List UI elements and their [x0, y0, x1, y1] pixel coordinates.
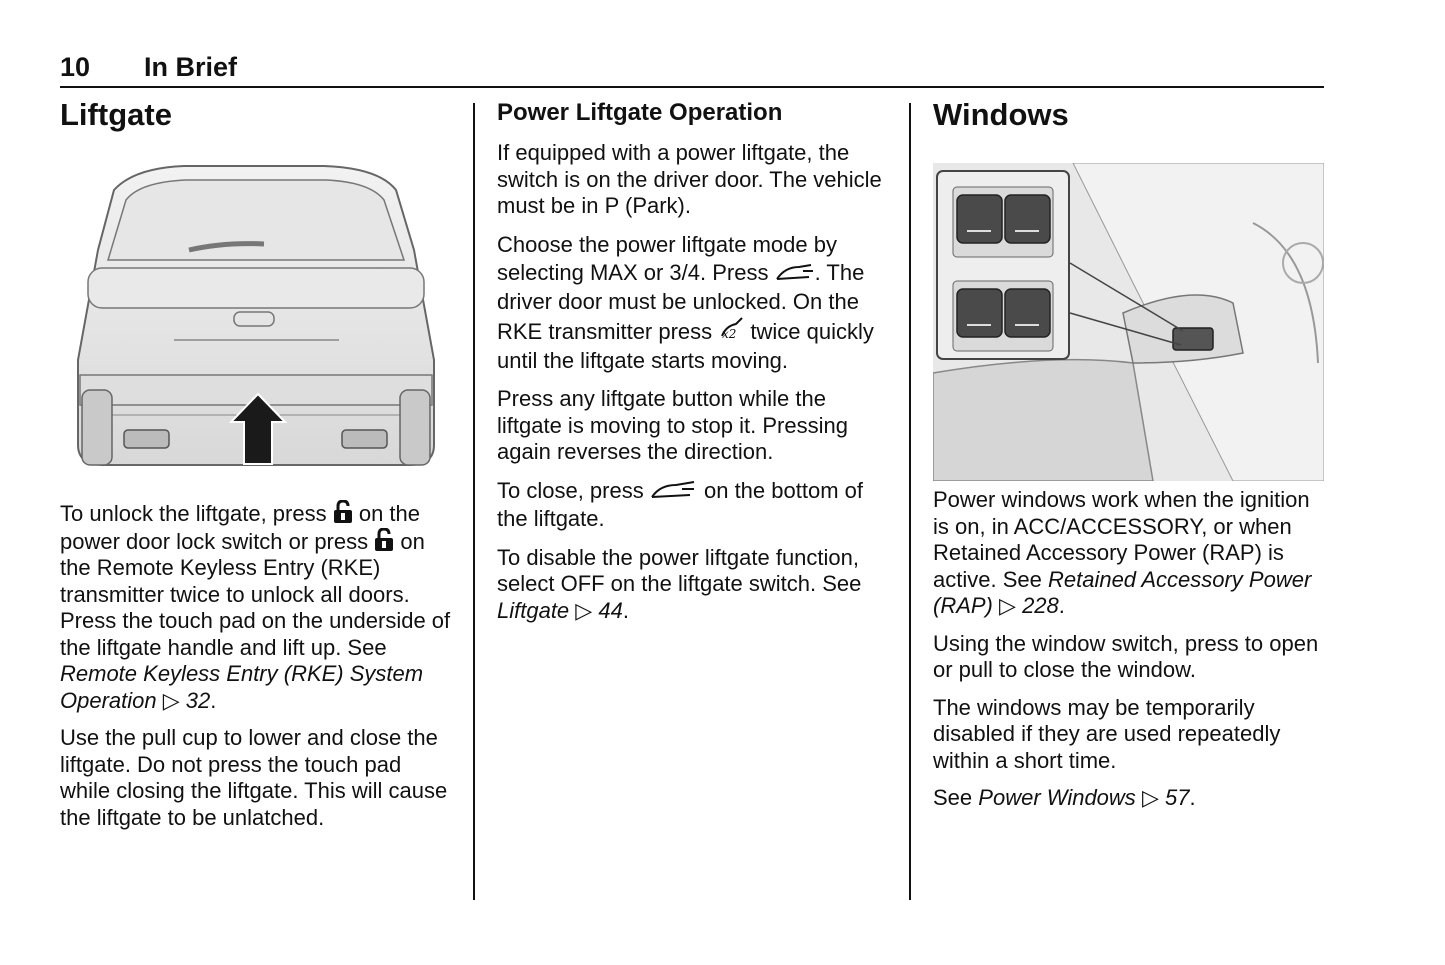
- liftgate-paragraph-1: To unlock the liftgate, press on the power door lock switch or press on the Remote Keyless Entry (RKE) transmitter twice to unlock all doors. Press the touch pad on the underside of the liftgate handle and lift up. See Remote Keyless Entry (RKE) System Operation ▷ 32.: [60, 501, 451, 713]
- unlock-icon: [333, 500, 353, 524]
- svg-text:x2: x2: [722, 327, 737, 342]
- power-liftgate-column: [497, 100, 892, 635]
- ref-page-228[interactable]: 228: [1022, 593, 1059, 618]
- power-liftgate-paragraph-2: Choose the power liftgate mode by selecting MAX or 3/4. Press . The driver door must be unlocked. On the RKE transmitter press x2 twice quickly until the liftgate starts moving.: [497, 231, 874, 373]
- ref-link-liftgate[interactable]: Liftgate: [497, 597, 570, 623]
- window-switch-front-right: [1005, 195, 1050, 243]
- liftgate-heading: Liftgate: [60, 97, 172, 132]
- ref-page-44[interactable]: 44: [598, 597, 623, 623]
- power-liftgate-paragraph-5: To disable the power liftgate function, select OFF on the liftgate switch. See Liftgate ▷ 44.: [497, 544, 862, 623]
- liftgate-illustration: [74, 160, 438, 472]
- power-liftgate-paragraph-1: If equipped with a power liftgate, the switch is on the driver door. The vehicle must be in P (Park).: [497, 140, 882, 219]
- page-ref-arrow-icon: ▷: [999, 593, 1016, 618]
- liftgate-icon: [650, 479, 698, 501]
- power-liftgate-paragraph-3: Press any liftgate button while the liftgate is moving to stop it. Pressing again reverses the direction.: [497, 386, 848, 465]
- windows-illustration: [933, 163, 1324, 481]
- power-liftgate-paragraph-4: To close, press on the bottom of the liftgate.: [497, 477, 863, 532]
- liftgate-column: [60, 98, 455, 132]
- page-header: [60, 52, 1324, 88]
- window-switch-rear-right: [1005, 289, 1050, 337]
- windows-paragraph-1: Power windows work when the ignition is on, in ACC/ACCESSORY, or when Retained Accessory Power (RAP) is active. See Retained Accessory Power (RAP) ▷ 228.: [933, 487, 1312, 618]
- window-switch-rear-left: [957, 289, 1002, 337]
- liftgate-paragraph-2: Use the pull cup to lower and close the liftgate. Do not press the touch pad while closing the liftgate. This will cause the liftgate to be unlatched.: [60, 725, 448, 830]
- liftgate-text: [60, 500, 455, 842]
- column-divider-1: [473, 103, 475, 900]
- ref-link-power-windows[interactable]: Power Windows: [978, 785, 1136, 810]
- liftgate-icon: [775, 261, 815, 283]
- page-ref-arrow-icon: ▷: [162, 687, 180, 713]
- windows-paragraph-3: The windows may be temporarily disabled if they are used repeatedly within a short time.: [933, 694, 1281, 773]
- power-liftgate-heading: Power Liftgate Operation: [497, 99, 783, 126]
- windows-paragraph-2: Using the window switch, press to open or pull to close the window.: [933, 630, 1319, 682]
- windows-column: [933, 98, 1328, 132]
- unlock-icon: [374, 528, 394, 552]
- page-ref-arrow-icon: ▷: [575, 597, 593, 623]
- windows-text: [933, 487, 1328, 823]
- windows-paragraph-4: See Power Windows ▷ 57.: [933, 785, 1196, 810]
- window-switch-front-left: [957, 195, 1002, 243]
- page-ref-arrow-icon: ▷: [1141, 785, 1159, 810]
- ref-page-57[interactable]: 57: [1164, 785, 1190, 810]
- windows-heading: Windows: [933, 97, 1069, 132]
- page-number: 10: [60, 52, 91, 82]
- ref-page-32[interactable]: 32: [185, 687, 211, 713]
- ref-link-rap[interactable]: Retained Accessory Power (RAP): [933, 566, 1312, 618]
- ref-link-rke[interactable]: Remote Keyless Entry (RKE) System Operation: [60, 661, 424, 713]
- liftgate-x2-icon: [718, 316, 744, 342]
- section-title: In Brief: [144, 52, 238, 82]
- column-divider-2: [909, 103, 911, 900]
